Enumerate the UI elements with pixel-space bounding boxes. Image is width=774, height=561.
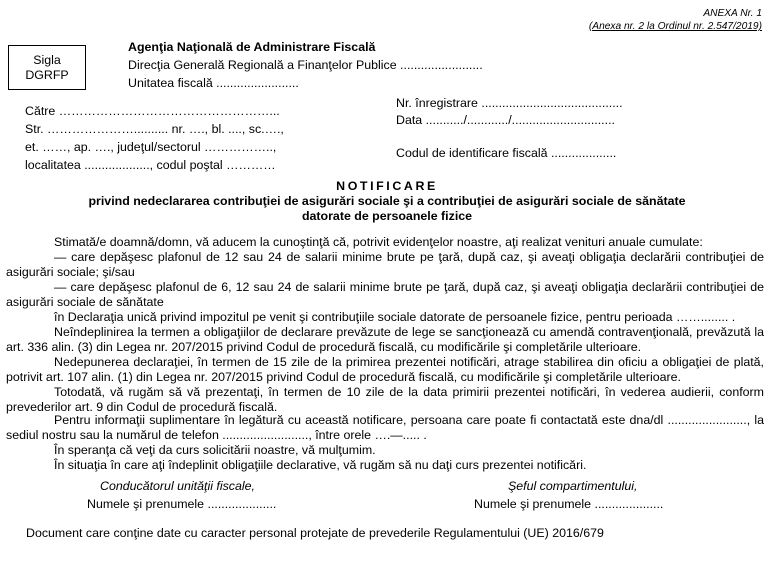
logo-placeholder <box>8 45 86 90</box>
paragraph-hearing-text: Totodată, vă rugăm să vă prezentaţi, în termen de 10 zile de la data primirii prezentei notificări, în vederea audierii, conform prevederilor art. 9 din Codul de procedură fiscală. <box>6 385 764 415</box>
signature-right-name: Numele şi prenumele .................... <box>474 497 664 511</box>
agency-name: Agenţia Naţională de Administrare Fiscală <box>128 40 376 54</box>
annex-reference: (Anexa nr. 2 la Ordinul nr. 2.547/2019) <box>588 21 762 32</box>
signature-left-title: Conducătorul unităţii fiscale, <box>100 479 255 493</box>
paragraph-cas <box>6 250 764 280</box>
directorate: Direcţia Generală Regională a Finanţelor Publice ........................ <box>128 58 483 72</box>
paragraph-cas-text: — care depăşesc plafonul de 12 sau 24 de salarii minime brute pe ţară, după caz, şi aveaţi obligaţia declarării contribuţiei de asigurări sociale; şi/sau <box>6 250 764 280</box>
fiscal-code: Codul de identificare fiscală ................... <box>396 146 617 160</box>
recipient-line-4: localitatea ..................., codul poştal ………… <box>25 158 276 172</box>
signature-left-name: Numele şi prenumele .................... <box>87 497 277 511</box>
recipient-line-2: Str. ………………….......... nr. …., bl. ...., sc.…., <box>25 122 284 136</box>
notice-title: NOTIFICARE <box>336 179 438 193</box>
signature-right-title: Şeful compartimentului, <box>508 479 638 493</box>
logo-line-1: Sigla <box>33 52 61 67</box>
paragraph-declaration <box>6 310 764 325</box>
paragraph-thanks-text: În speranţa că veţi da curs solicitării noastre, vă mulţumim. <box>54 443 376 457</box>
privacy-footer: Document care conţine date cu caracter personal protejate de prevederile Regulamentului (UE) 2016/679 <box>26 526 604 540</box>
annex-title: ANEXA Nr. 1 <box>703 8 762 19</box>
paragraph-fulfilled-text: În situaţia în care aţi îndeplinit obligaţiile declarative, vă rugăm să nu daţi curs prezentei notificări. <box>54 458 587 472</box>
recipient-line-1: Către ……………………………………………... <box>25 104 280 118</box>
paragraph-sanction <box>6 325 764 355</box>
fiscal-unit: Unitatea fiscală ........................ <box>128 76 299 90</box>
paragraph-cass <box>6 280 764 310</box>
registration-number: Nr. înregistrare ......................................... <box>396 96 623 110</box>
paragraph-fulfilled <box>6 458 764 473</box>
paragraph-sanction-text: Neîndeplinirea la termen a obligaţiilor de declarare prevăzute de lege se sancţionează cu amendă contravenţională, prevăzută la art. 336 alin. (3) din Legea nr. 207/2015 privind Codul de procedură fiscală, cu modificările şi completările ulterioare. <box>6 325 764 355</box>
paragraph-greeting-text: Stimată/e doamnă/domn, vă aducem la cunoştinţă că, potrivit evidenţelor noastre, aţi realizat venituri anuale cumulate: <box>54 235 703 249</box>
paragraph-hearing <box>6 385 764 415</box>
paragraph-greeting <box>6 235 764 250</box>
notice-subtitle-1: privind nedeclararea contribuţiei de asigurări sociale şi a contribuţiei de asigurări sociale de sănătate <box>88 194 686 208</box>
registration-date: Data .........../............/.............................. <box>396 113 615 127</box>
paragraph-ex-officio <box>6 355 764 385</box>
logo-line-2: DGRFP <box>25 67 69 82</box>
recipient-line-3: et. ……, ap. …., judeţul/sectorul …………….., <box>25 140 277 154</box>
paragraph-thanks <box>6 443 764 458</box>
paragraph-ex-officio-text: Nedepunerea declaraţiei, în termen de 15 zile de la primirea prezentei notificări, atrage stabilirea din oficiu a obligaţiei de plată, potrivit art. 107 alin. (1) din Legea nr. 207/2015 privind Codul de procedură fiscală, cu modificările şi completările ulterioare. <box>6 355 764 385</box>
notice-subtitle-2: datorate de persoanele fizice <box>301 209 473 223</box>
paragraph-contact-text: Pentru informaţii suplimentare în legătură cu această notificare, persoana care poate fi contactată este dna/dl ......................., la sediul nostru sau la numărul de telefon ........................., între orele ….—..... . <box>6 413 764 443</box>
paragraph-declaration-text: în Declaraţia unică privind impozitul pe venit şi contribuţiile sociale datorate de persoanele fizice, pentru perioada ……........ . <box>54 310 736 324</box>
paragraph-cass-text: — care depăşesc plafonul de 6, 12 sau 24 de salarii minime brute pe ţară, după caz, şi aveaţi obligaţia declarării contribuţiei de asigurări sociale de sănătate <box>6 280 764 310</box>
paragraph-contact <box>6 413 764 443</box>
